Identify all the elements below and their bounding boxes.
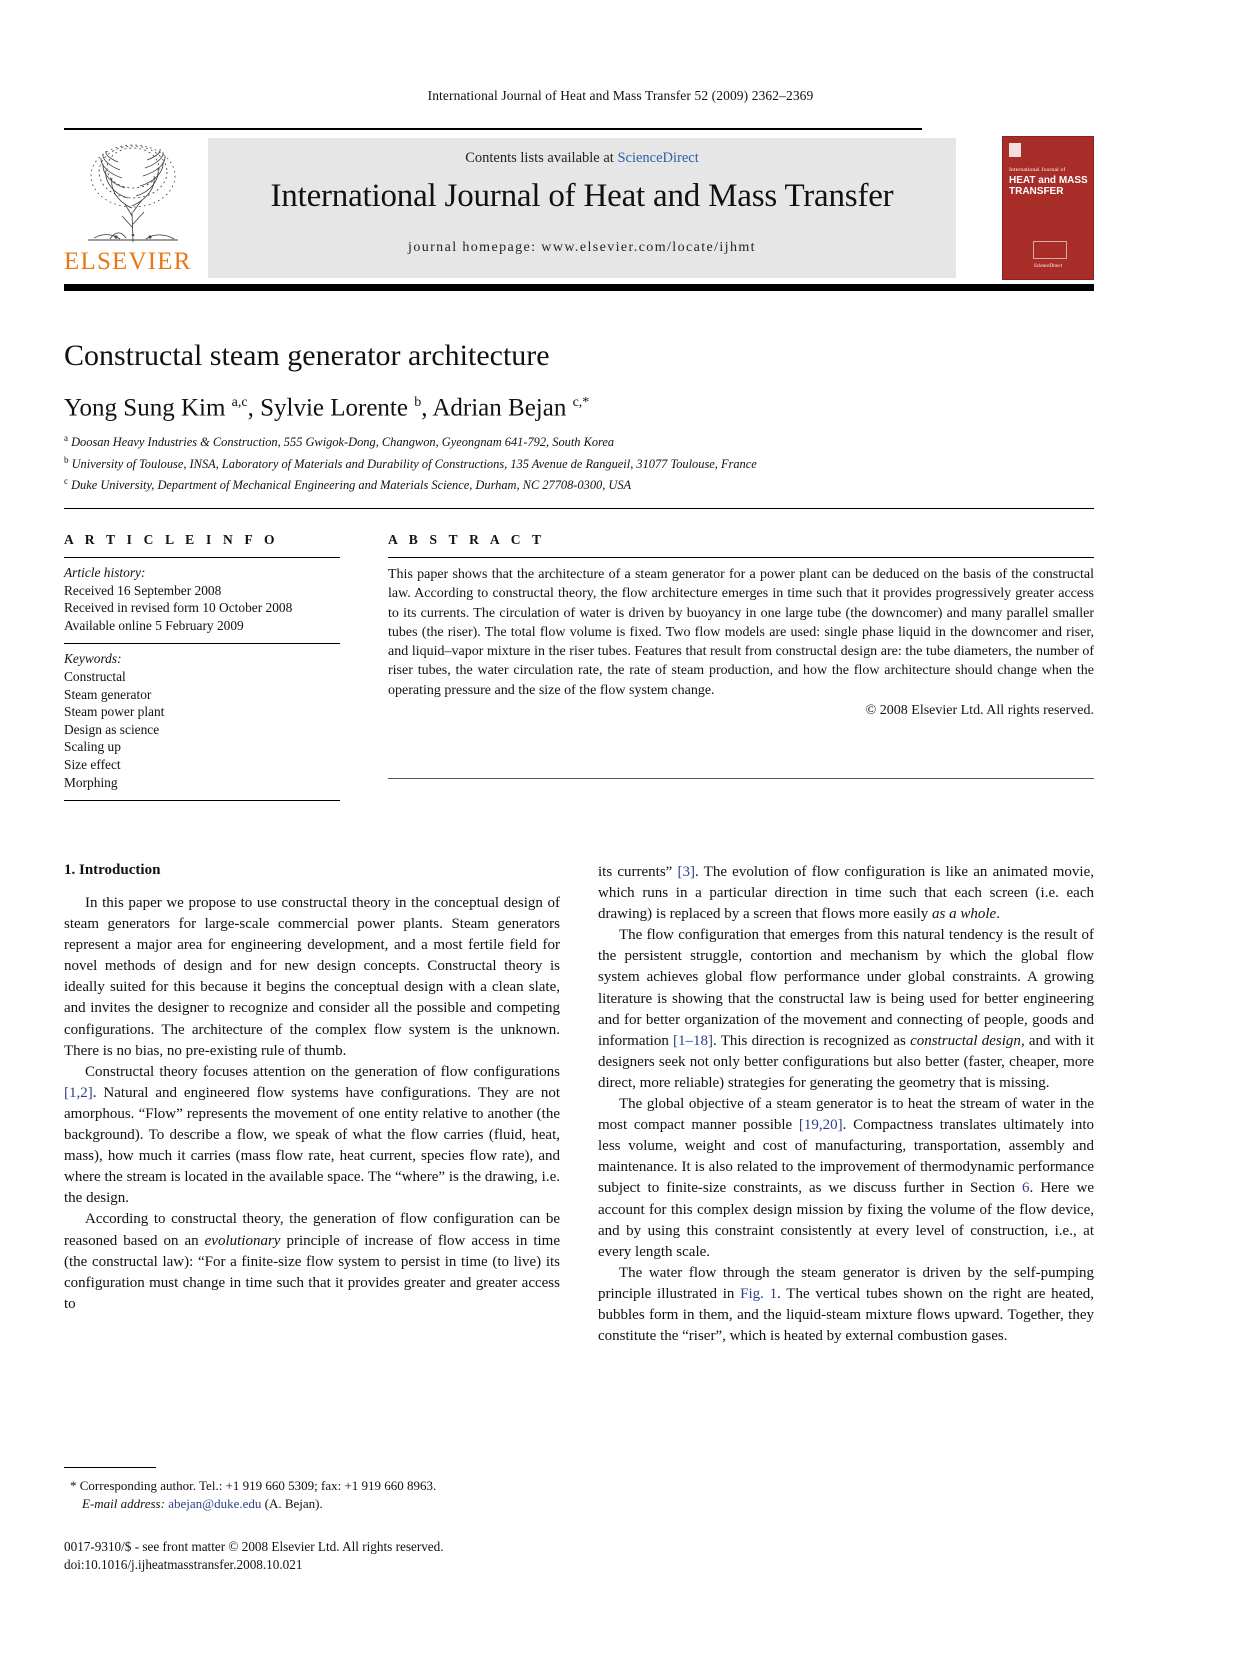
keywords-label: Keywords: bbox=[64, 651, 122, 667]
cover-title bbox=[1009, 175, 1088, 197]
sciencedirect-link[interactable]: ScienceDirect bbox=[617, 150, 699, 166]
journal-masthead bbox=[64, 128, 1094, 291]
email-note bbox=[64, 1495, 560, 1513]
body-column-right bbox=[598, 862, 1094, 1347]
paragraph: The water flow through the steam generator is driven by the self-pumping principle illustrated in Fig. 1. The vertical tubes shown on the right are heated, bubbles form in them, and the liquid-steam mixture flows upward. Together, they constitute the “riser”, which is heated by external combustion gases. bbox=[598, 1264, 1095, 1345]
email-label: E-mail address: bbox=[82, 1496, 165, 1512]
affiliation-text: University of Toulouse, INSA, Laboratory of Materials and Durability of Constructions, 135 Avenue de Rangueil, 31077 Toulouse, France bbox=[71, 456, 757, 471]
corresponding-author-text: Corresponding author. Tel.: +1 919 660 5309; fax: +1 919 660 8963. bbox=[79, 1478, 437, 1493]
footnote-block bbox=[64, 1467, 560, 1514]
masthead-top-rule bbox=[64, 128, 922, 130]
page-title: Constructal steam generator architecture bbox=[64, 339, 550, 372]
issn-copyright-line: 0017-9310/$ - see front matter © 2008 Elsevier Ltd. All rights reserved. bbox=[64, 1539, 444, 1554]
running-head: International Journal of Heat and Mass Transfer 52 (2009) 2362–2369 bbox=[427, 88, 814, 103]
corresponding-author-note bbox=[64, 1477, 560, 1495]
paragraph: In this paper we propose to use constructal theory in the conceptual design of steam generators for large-scale commercial power plants. Steam generators represent a major area for engineering development, and a most fertile field for novel methods of design and for new design concepts. Constructal theory is ideally suited for this because it begins the conceptual design with a clean slate, and invites the designer to recognize and consider all the possible and competing configurations. The architecture of the complex flow system is the unknown. There is no bias, no pre-existing rule of thumb. bbox=[64, 895, 560, 1059]
keywords-block bbox=[64, 644, 340, 800]
footnote-rule bbox=[64, 1467, 156, 1468]
keywords-bottom-rule bbox=[64, 800, 340, 801]
abstract-heading: A B S T R A C T bbox=[388, 532, 546, 547]
keyword-item: Steam generator bbox=[64, 686, 152, 702]
author-list: Yong Sung Kim $^{a,c}$, Sylvie Lorente $^b$, Adrian Bejan $^{c,*}$ bbox=[64, 394, 590, 422]
article-history-label: Article history: bbox=[64, 565, 146, 580]
article-history-block bbox=[64, 558, 340, 643]
article-history-item: Received in revised form 10 October 2008 bbox=[64, 600, 293, 616]
keyword-item: Design as science bbox=[64, 721, 160, 737]
abstract-copyright: © 2008 Elsevier Ltd. All rights reserved. bbox=[865, 703, 1094, 719]
footnote-text bbox=[64, 1477, 560, 1514]
email-link[interactable]: abejan@duke.edu bbox=[168, 1496, 262, 1512]
affiliation-marker: b bbox=[64, 454, 69, 465]
affiliation-text: Doosan Heavy Industries & Construction, 555 Gwigok-Dong, Changwon, Gyeongnam 641-792, South Korea bbox=[71, 435, 615, 450]
body-column-left bbox=[64, 862, 560, 1315]
section-heading-introduction: 1. Introduction bbox=[64, 862, 161, 878]
info-section-top-rule bbox=[64, 508, 1094, 509]
keyword-item: Scaling up bbox=[64, 739, 121, 755]
abstract-bottom-rule bbox=[388, 778, 1094, 779]
cover-title-line2: TRANSFER bbox=[1009, 186, 1064, 197]
journal-cover-thumbnail bbox=[1002, 136, 1094, 280]
keyword-item: Steam power plant bbox=[64, 704, 165, 720]
article-info-heading: A R T I C L E I N F O bbox=[64, 532, 279, 547]
article-info-column bbox=[64, 520, 340, 801]
contents-prefix: Contents lists available at bbox=[465, 150, 618, 166]
abstract-column bbox=[388, 520, 1094, 779]
journal-title: International Journal of Heat and Mass Transfer bbox=[270, 178, 894, 214]
affiliation-list bbox=[64, 430, 1064, 495]
affiliation-item bbox=[64, 473, 1064, 495]
paragraph: its currents” [3]. The evolution of flow configuration is like an animated movie, which runs in a particular direction in time such that each screen (i.e. each drawing) is replaced by a screen that flows more easily as a whole. bbox=[598, 864, 1094, 923]
elsevier-wordmark: ELSEVIER bbox=[64, 248, 192, 275]
cover-footer: ScienceDirect bbox=[1033, 264, 1063, 269]
paragraph: According to constructal theory, the generation of flow configuration can be reasoned based on an evolutionary principle of increase of flow access in time (the constructal law): “For a finite-size flow system to persist in time (to live) its configuration must change in time such that it provides greater and greater access to bbox=[64, 1211, 561, 1312]
paragraph: Constructal theory focuses attention on the generation of flow configurations [1,2]. Natural and engineered flow systems have configurations. They are not amorphous. “Flow” represents the movement of one entity relative to another (the background). To describe a flow, we speak of what the flow carries (fluid, heat, mass), how much it carries (mass flow rate, heat current, species flow rate), and where the stream is located in the available space. The “where” is the drawing, i.e. the design. bbox=[64, 1063, 560, 1207]
journal-banner bbox=[208, 138, 956, 278]
email-suffix: (A. Bejan). bbox=[264, 1496, 323, 1512]
article-history-item: Available online 5 February 2009 bbox=[64, 617, 244, 633]
journal-homepage-url[interactable]: journal homepage: www.elsevier.com/locate/ijhmt bbox=[408, 240, 756, 255]
cover-small-label: International Journal of bbox=[1009, 167, 1066, 173]
affiliation-item bbox=[64, 452, 1064, 474]
paragraph: The flow configuration that emerges from this natural tendency is the result of the persistent struggle, contortion and mechanism by which the global flow system achieves global flow performance under global constraints. A growing literature is showing that the constructal law is being used for better engineering and for better organization of the movement and connecting of people, goods and information [1–18]. This direction is recognized as constructal design, and with it designers seek not only better configurations but also better (faster, cheaper, more direct, more reliable) strategies for generating the geometry that is missing. bbox=[598, 927, 1094, 1091]
keyword-item: Morphing bbox=[64, 774, 118, 790]
doi-line[interactable]: doi:10.1016/j.ijheatmasstransfer.2008.10.021 bbox=[64, 1557, 303, 1573]
paragraph: The global objective of a steam generator is to heat the stream of water in the most compact manner possible [19,20]. Compactness translates ultimately into less volume, weight and cost of manufacturing, transportation, assembly and maintenance. It is also related to the improvement of thermodynamic performance subject to finite-size constraints, as we discuss further in Section 6. Here we account for this complex design mission by fixing the volume of the flow device, and by using this constraint consistently at every level of construction, i.e., at every length scale. bbox=[598, 1096, 1094, 1260]
contents-lists-line bbox=[208, 150, 956, 167]
elsevier-logo bbox=[64, 138, 204, 280]
article-history-item: Received 16 September 2008 bbox=[64, 582, 222, 598]
cover-publisher-mark bbox=[1009, 143, 1021, 157]
cover-title-line1: HEAT and MASS bbox=[1009, 175, 1088, 186]
affiliation-text: Duke University, Department of Mechanical Engineering and Materials Science, Durham, NC 27708-0300, USA bbox=[71, 478, 632, 493]
elsevier-tree-icon bbox=[70, 138, 196, 250]
affiliation-marker: c bbox=[64, 476, 68, 487]
cover-swatch bbox=[1033, 241, 1067, 259]
affiliation-item bbox=[64, 430, 1064, 452]
footnote-marker: * bbox=[70, 1478, 77, 1493]
affiliation-marker: a bbox=[64, 433, 68, 443]
masthead-bottom-rule bbox=[64, 284, 1094, 291]
keyword-item: Size effect bbox=[64, 756, 121, 772]
keyword-item: Constructal bbox=[64, 668, 126, 684]
abstract-text: This paper shows that the architecture of a steam generator for a power plant can be deduced on the basis of the constructal law. According to constructal theory, the flow architecture emerges in time such that it provides progressively greater access to its currents. The circulation of water is driven by buoyancy in one large tube (the downcomer) and many parallel smaller tubes (the riser). The total flow volume is fixed. Two flow models are used: single phase liquid in the downcomer and riser, and liquid–vapor mixture in the riser tubes. Features that result from constructal design are: the tube diameters, the number of riser tubes, the water circulation rate, the rate of steam production, and how the flow architecture should change when the operating pressure and the size of the flow system change. bbox=[388, 567, 1094, 698]
colophon-block bbox=[64, 1538, 584, 1575]
